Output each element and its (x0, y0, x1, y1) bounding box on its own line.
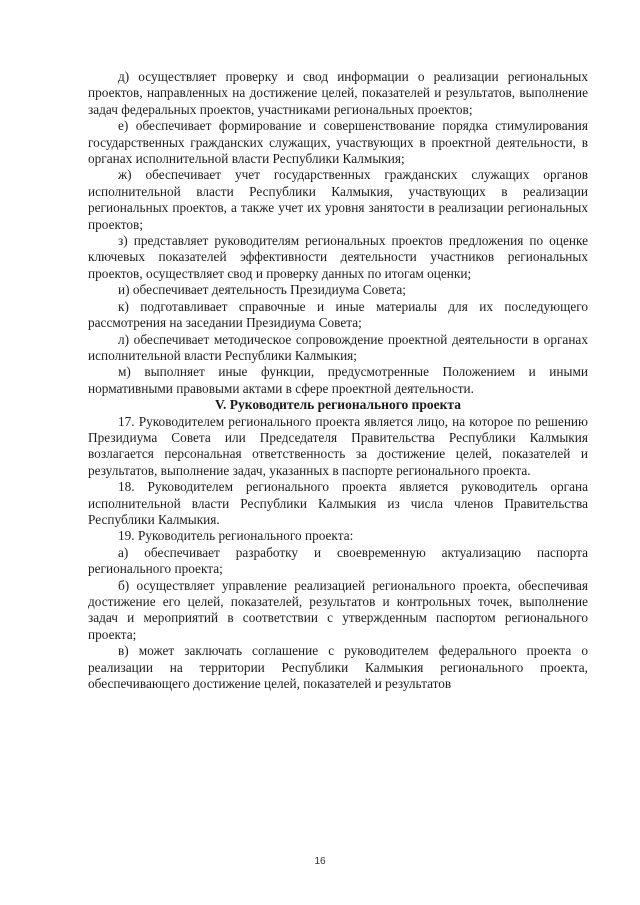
document-body (88, 69, 588, 692)
page-number: 16 (314, 856, 326, 867)
paragraph-l: л) обеспечивает методическое сопровождение проектной деятельности в органах исполнительной власти Республики Калмыкия; (88, 331, 588, 363)
paragraph-19: 19. Руководитель регионального проекта: (118, 528, 354, 544)
paragraph-e: е) обеспечивает формирование и совершенствование порядка стимулирования государственных гражданских служащих, участвующих в проектной деятельности, в органах исполнительной власти Республики Калмыкия; (88, 118, 588, 167)
paragraph-19a: а) обеспечивает разработку и своевременную актуализацию паспорта регионального проекта; (88, 544, 588, 577)
paragraph-zh: ж) обеспечивает учет государственных гражданских служащих органов исполнительной власти Республики Калмыкия, участвующих в реализации региональных проектов, а также учет их уровня занятости в реализации региональных проектов; (88, 167, 588, 232)
section-heading: V. Руководитель регионального проекта (215, 397, 461, 413)
paragraph-i: и) обеспечивает деятельность Президиума Совета; (118, 282, 406, 298)
paragraph-k: к) подготавливает справочные и иные материалы для их последующего рассмотрения на заседании Президиума Совета; (88, 298, 588, 331)
paragraph-m: м) выполняет иные функции, предусмотренные Положением и иными нормативными правовыми актами в сфере проектной деятельности. (88, 364, 588, 396)
paragraph-19v: в) может заключать соглашение с руководителем федерального проекта о реализации на территории Республики Калмыкия регионального проекта, обеспечивающего достижение целей, показателей и результатов (88, 643, 588, 692)
paragraph-19b: б) осуществляет управление реализацией регионального проекта, обеспечивая достижение его целей, показателей, результатов и контрольных точек, выполнение задач и мероприятий в соответствии с утвержденным паспортом регионального проекта; (88, 577, 588, 642)
paragraph-d: д) осуществляет проверку и свод информации о реализации региональных проектов, направленных на достижение целей, показателей и результатов, выполнение задач федеральных проектов, участниками региональных проектов; (88, 69, 588, 117)
paragraph-18: 18. Руководителем регионального проекта является руководитель органа исполнительной власти Республики Калмыкия из числа членов Правительства Республики Калмыкия. (88, 479, 588, 527)
paragraph-z: з) представляет руководителям региональных проектов предложения по оценке ключевых показателей эффективности деятельности участников региональных проектов, осуществляет свод и проверку данных по итогам оценки; (88, 233, 588, 281)
paragraph-17: 17. Руководителем регионального проекта является лицо, на которое по решению Президиума Совета или Председателя Правительства Республики Калмыкия возлагается персональная ответственность за достижение целей, показателей и результатов, выполнение задач, указанных в паспорте регионального проекта. (88, 413, 588, 478)
